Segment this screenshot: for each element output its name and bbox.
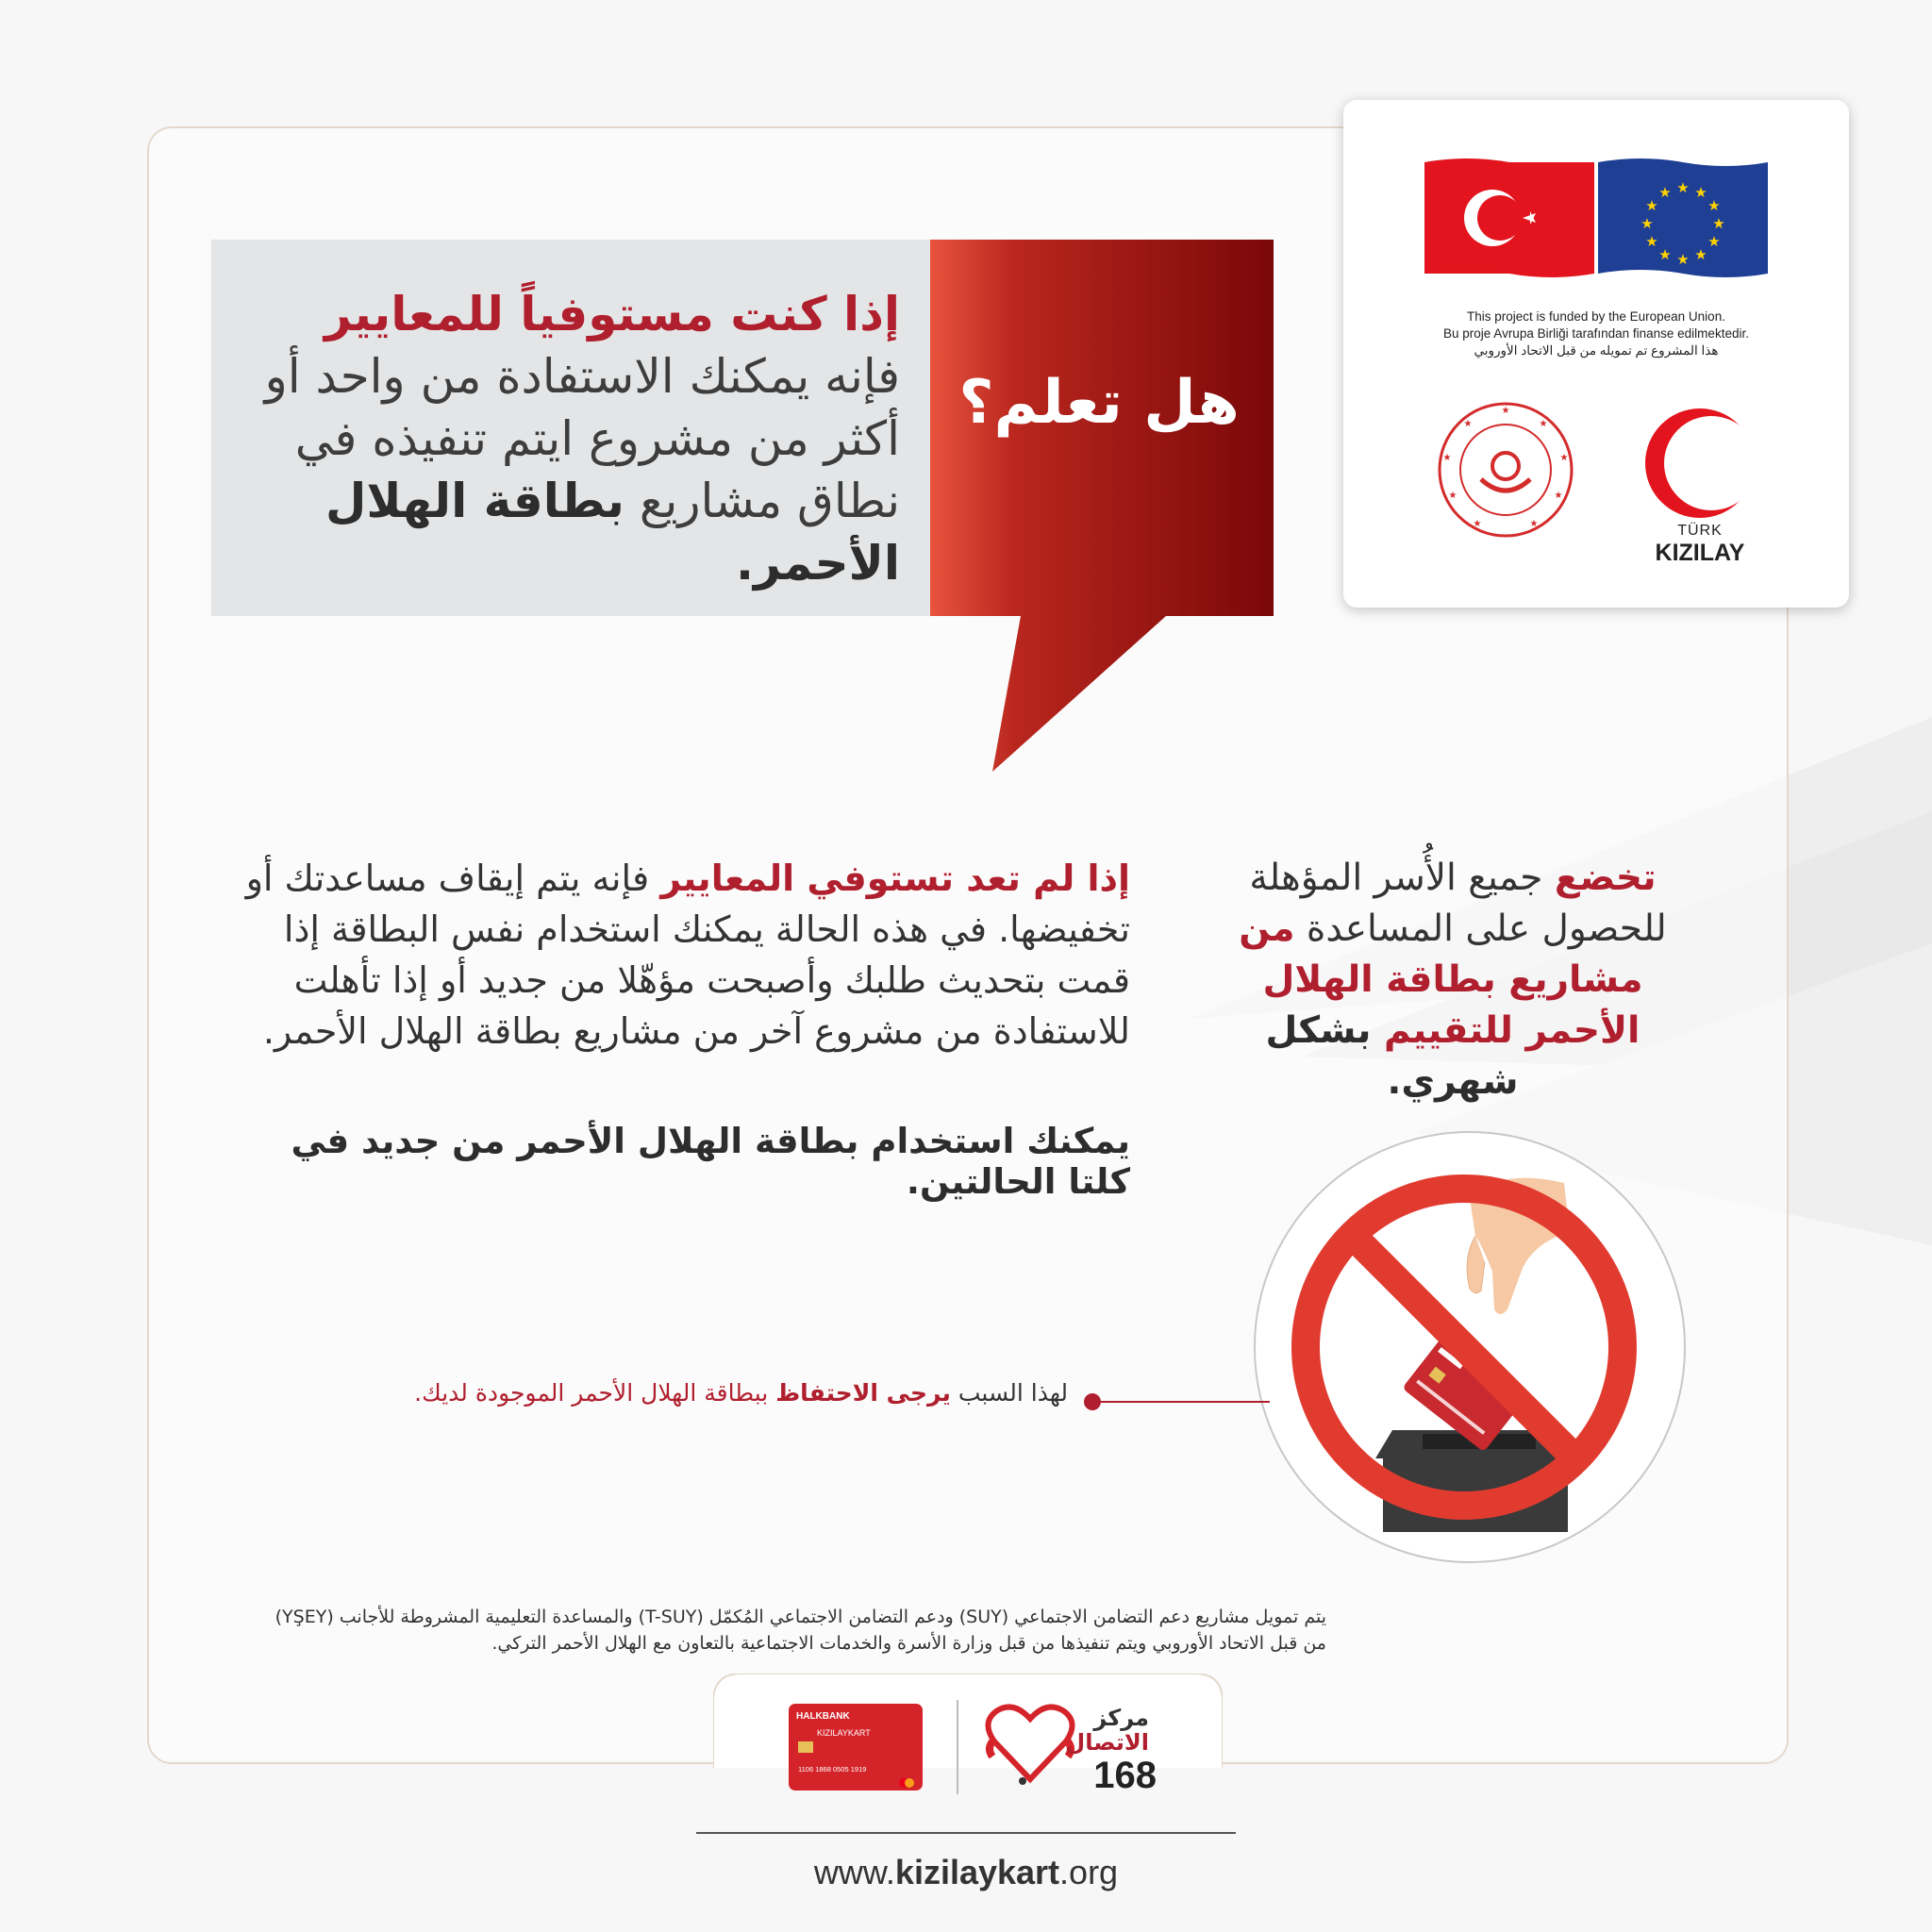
svg-text:★: ★ [1658, 246, 1672, 263]
sponsor-logos-card [1343, 100, 1849, 608]
eu-funding-tr: Bu proje Avrupa Birliği tarafından finanse edilmektedir. [1443, 326, 1749, 341]
speech-bubble [930, 240, 1274, 772]
bottom-separator [957, 1700, 958, 1794]
svg-text:★: ★ [1676, 179, 1690, 196]
keep-card-text-2: ببطاقة الهلال الأحمر الموجودة لديك. [414, 1379, 776, 1407]
svg-text:★: ★ [1501, 406, 1510, 416]
kizilaykart-card-icon [789, 1704, 923, 1790]
lead-bold: بطاقة الهلال الأحمر. [325, 474, 900, 591]
card-brand-name: KIZILAYKART [817, 1728, 871, 1738]
reuse-note: يمكنك استخدام بطاقة الهلال الأحمر من جديد في كلتا الحالتين. [291, 1121, 1130, 1202]
evaluation-text-1: جميع الأُسر المؤهلة للحصول على المساعدة [1249, 857, 1667, 950]
website-link[interactable] [696, 1853, 1236, 1892]
url-suffix: .org [1059, 1853, 1119, 1891]
did-you-know-label: هل تعلم؟ [958, 368, 1240, 438]
kizilay-turk-text: TÜRK [1677, 523, 1723, 539]
ministry-seal-icon [1436, 400, 1575, 540]
keep-card-note [377, 1379, 1068, 1407]
url-domain: kizilaykart [894, 1853, 1060, 1891]
evaluation-word-1: تخضع [1554, 857, 1657, 899]
svg-text:★: ★ [1658, 184, 1672, 201]
card-bank-name: HALKBANK [796, 1711, 850, 1722]
evaluation-paragraph [1217, 853, 1689, 1108]
svg-text:★: ★ [1645, 197, 1658, 214]
call-center-line2: الاتصال [1065, 1729, 1149, 1756]
eu-funding-ar: هذا المشروع تم تمويله من قبل الاتحاد الأوروبي [1474, 343, 1719, 358]
svg-text:★: ★ [1694, 246, 1707, 263]
flags-icon [1424, 158, 1768, 277]
note-connector-icon [1081, 1391, 1270, 1413]
keep-card-text-1: لهذا السبب [950, 1379, 1068, 1407]
lead-text [249, 283, 900, 594]
svg-text:★: ★ [1448, 491, 1457, 501]
red-crescent-icon [1636, 404, 1764, 523]
svg-text:★: ★ [1676, 251, 1690, 268]
svg-text:★: ★ [1707, 197, 1721, 214]
eu-funding-en: This project is funded by the European Union. [1467, 309, 1725, 324]
call-center-number: 168 [1093, 1755, 1157, 1796]
call-center-line1: مركز [1093, 1705, 1149, 1731]
svg-text:★: ★ [1707, 233, 1721, 250]
lead-body: فإنه يمكنك الاستفادة من واحد أو أكثر من مشروع ايتم تنفيذه في نطاق مشاريع [264, 349, 900, 528]
keep-card-bold: يرجى الاحتفاظ [775, 1379, 951, 1407]
kizilay-name-text: KIZILAY [1655, 540, 1745, 566]
svg-text:★: ★ [1641, 215, 1654, 232]
svg-text:★: ★ [1539, 419, 1548, 429]
svg-text:★: ★ [1559, 453, 1569, 463]
evaluation-text-2: بشكل شهري. [1265, 1009, 1519, 1103]
svg-text:★: ★ [1442, 453, 1452, 463]
do-not-discard-card-icon [1253, 1130, 1687, 1564]
card-number: 1106 1868 0505 1919 [798, 1765, 867, 1774]
svg-text:★: ★ [1645, 233, 1658, 250]
svg-text:★: ★ [1712, 215, 1725, 232]
url-prefix: www. [813, 1853, 895, 1891]
criteria-body: فإنه يتم إيقاف مساعدتك أو تخفيضها. في هذه الحالة يمكنك استخدام نفس البطاقة إذا قمت بتحديث طلبك وأصبحت مؤهّلا من جديد أو إذا تأهلت للاستفادة من مشروع آخر من مشاريع بطاقة الهلال الأحمر. [245, 858, 1130, 1052]
lead-highlight: إذا كنت مستوفياً للمعايير [324, 287, 900, 341]
evaluation-highlight: من مشاريع بطاقة الهلال الأحمر للتقييم [1239, 908, 1643, 1052]
svg-text:★: ★ [1473, 519, 1482, 529]
criteria-highlight: إذا لم تعد تستوفي المعايير [660, 858, 1130, 899]
svg-text:★: ★ [1529, 519, 1539, 529]
call-center-label [1055, 1706, 1149, 1755]
svg-text:★: ★ [1694, 184, 1707, 201]
svg-text:★: ★ [1554, 491, 1563, 501]
svg-text:★: ★ [1463, 419, 1473, 429]
funding-footnote: يتم تمويل مشاريع دعم التضامن الاجتماعي (SUY) ودعم التضامن الاجتماعي المُكمّل (T-SUY) والمساعدة التعليمية المشروطة للأجانب (YŞEY) من قبل الاتحاد الأوروبي ويتم تنفيذها من قبل وزارة الأسرة والخدمات الاجتماعية بالتعاون مع الهلال الأحمر التركي. [275, 1607, 1326, 1654]
footer-divider [696, 1832, 1236, 1834]
criteria-paragraph [217, 853, 1130, 1057]
